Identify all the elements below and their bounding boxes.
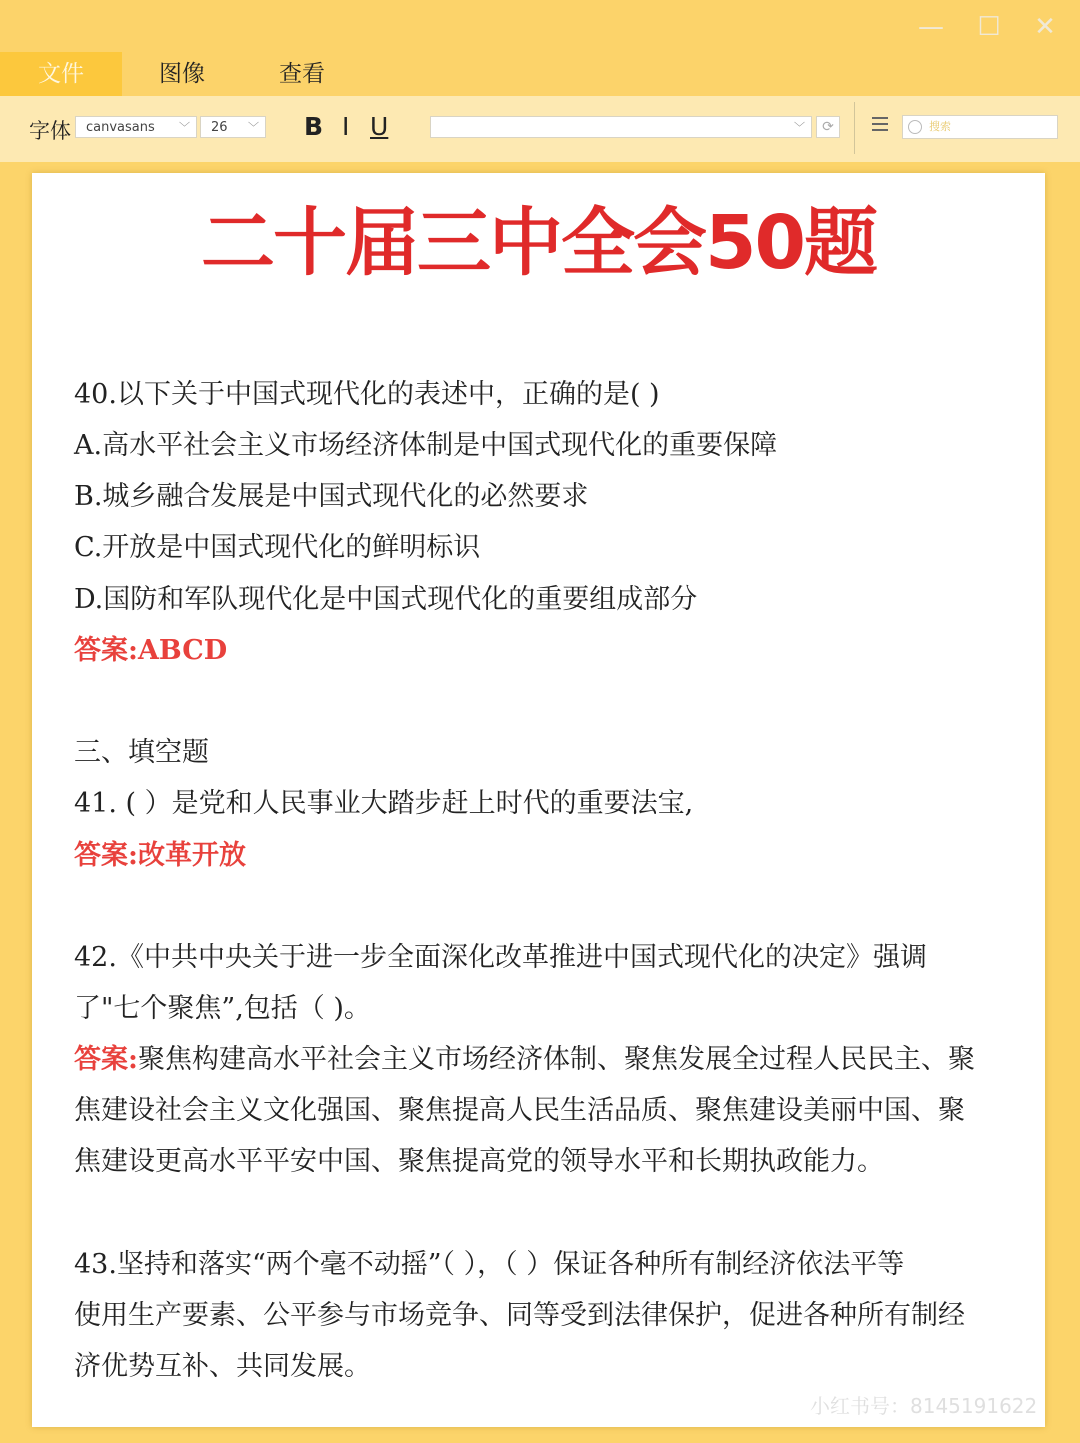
chevron-down-icon: ﹀	[179, 121, 190, 134]
search-input[interactable]	[902, 115, 1058, 139]
question-41: 41. ( ）是党和人民事业大踏步赶上时代的重要法宝,	[74, 788, 694, 819]
font-family-select[interactable]	[75, 116, 197, 138]
option-c: C.开放是中国式现代化的鲜明标识	[74, 532, 481, 563]
answer-label: 答案:	[74, 1044, 138, 1075]
search-placeholder: 搜索	[929, 120, 951, 133]
answer-42-line-3: 焦建设更高水平平安中国、聚焦提高党的领导水平和长期执政能力。	[74, 1146, 884, 1177]
document-page[interactable]	[32, 173, 1045, 1427]
numbered-list-icon[interactable]	[864, 113, 888, 139]
title-bar	[0, 0, 1080, 52]
answer-label: 答案:	[74, 635, 138, 666]
answer-text: 聚焦构建高水平社会主义市场经济体制、聚焦发展全过程人民民主、聚	[137, 1044, 975, 1075]
question-40: 40.以下关于中国式现代化的表述中，正确的是( )	[74, 379, 660, 410]
question-42-line-1: 42.《中共中央关于进一步全面深化改革推进中国式现代化的决定》强调	[74, 942, 927, 973]
question-43-line-1: 43.坚持和落实“两个毫不动摇”（ ），（ ）保证各种所有制经济依法平等	[74, 1249, 905, 1280]
search-icon	[908, 120, 922, 134]
toolbar-divider	[854, 102, 855, 154]
answer-value: 改革开放	[137, 840, 246, 871]
bold-button[interactable]: B	[304, 112, 324, 141]
chevron-down-icon: ﹀	[248, 121, 259, 134]
toolbar	[0, 96, 1080, 162]
menu-bar	[0, 52, 1080, 96]
tab-file[interactable]: 文件	[0, 52, 122, 96]
answer-42-line-1	[74, 1040, 975, 1080]
question-42-line-2: 了"七个聚焦”,包括（ )。	[74, 993, 371, 1024]
question-43-line-3: 济优势互补、共同发展。	[74, 1351, 371, 1382]
answer-41	[74, 836, 246, 876]
answer-40	[74, 631, 227, 671]
maximize-button[interactable]: ☐	[977, 12, 1001, 42]
document-title: 二十届三中全会50题	[201, 200, 876, 286]
section-heading: 三、填空题	[74, 737, 209, 768]
watermark: 小红书号：8145191622	[810, 1394, 1038, 1418]
style-select[interactable]	[430, 116, 812, 138]
font-label: 字体	[29, 119, 71, 143]
answer-label: 答案:	[74, 840, 138, 871]
option-d: D.国防和军队现代化是中国式现代化的重要组成部分	[74, 584, 698, 615]
close-button[interactable]: ✕	[1034, 12, 1056, 42]
chevron-down-icon: ﹀	[794, 121, 805, 134]
answer-value: ABCD	[137, 635, 228, 666]
option-a: A.高水平社会主义市场经济体制是中国式现代化的重要保障	[74, 430, 778, 461]
option-b: B.城乡融合发展是中国式现代化的必然要求	[74, 481, 589, 512]
tab-view[interactable]: 查看	[279, 61, 325, 87]
answer-42-line-2: 焦建设社会主义文化强国、聚焦提高人民生活品质、聚焦建设美丽中国、聚	[74, 1095, 965, 1126]
tab-image[interactable]: 图像	[159, 61, 205, 87]
refresh-icon[interactable]: ⟳	[816, 116, 840, 138]
italic-button[interactable]: I	[342, 112, 350, 141]
underline-button[interactable]: U	[370, 112, 389, 141]
minimize-button[interactable]: —	[918, 12, 944, 42]
font-family-value: canvasans	[86, 120, 155, 135]
question-43-line-2: 使用生产要素、公平参与市场竞争、同等受到法律保护，促进各种所有制经	[74, 1300, 965, 1331]
font-size-select[interactable]	[200, 116, 266, 138]
font-size-value: 26	[211, 120, 228, 135]
